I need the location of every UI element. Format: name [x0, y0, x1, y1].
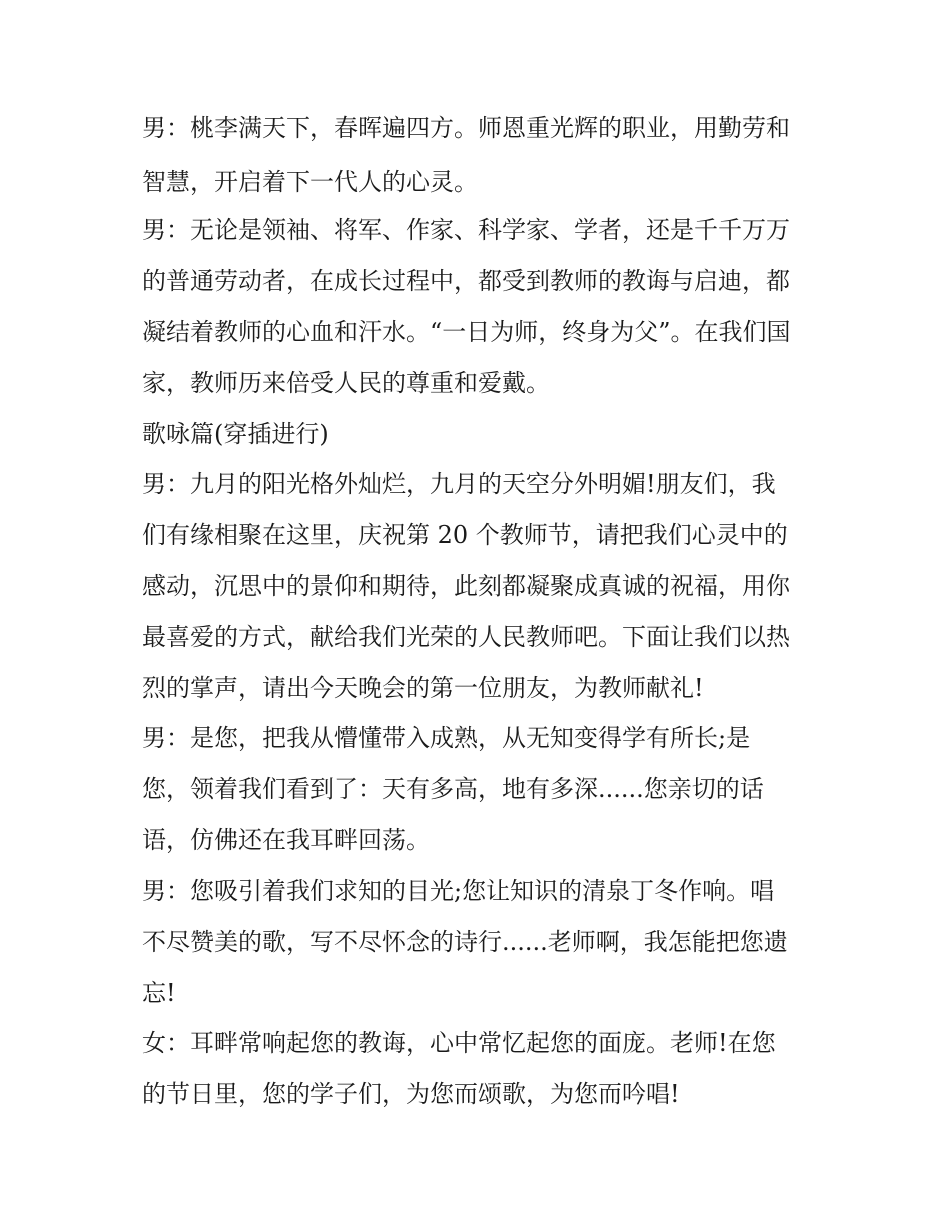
- section-heading: 歌咏篇(穿插进行): [142, 420, 329, 448]
- text-line: 家，教师历来倍受人民的尊重和爱戴。: [142, 369, 550, 397]
- text-line: 男：桃李满天下，春晖遍四方。师恩重光辉的职业，用勤劳和: [142, 114, 790, 142]
- text-line: 不尽赞美的歌，写不尽怀念的诗行......老师啊，我怎能把您遗: [142, 928, 788, 956]
- text-line: 最喜爱的方式，献给我们光荣的人民教师吧。下面让我们以热: [142, 623, 790, 651]
- text-line: 男：您吸引着我们求知的目光;您让知识的清泉丁冬作响。唱: [142, 877, 775, 905]
- text-line: 忘!: [142, 979, 176, 1007]
- text-line: 们有缘相聚在这里，庆祝第 20 个教师节，请把我们心灵中的: [142, 521, 788, 549]
- text-line: 男：九月的阳光格外灿烂，九月的天空分外明媚!朋友们，我: [142, 470, 776, 498]
- text-line: 男：无论是领袖、将军、作家、科学家、学者，还是千千万万: [142, 216, 790, 244]
- text-line: 男：是您，把我从懵懂带入成熟，从无知变得学有所长;是: [142, 724, 751, 752]
- text-line: 的普通劳动者，在成长过程中，都受到教师的教诲与启迪，都: [142, 267, 790, 295]
- text-line: 您，领着我们看到了：天有多高，地有多深......您亲切的话: [142, 775, 764, 803]
- text-line: 感动，沉思中的景仰和期待，此刻都凝聚成真诚的祝福，用你: [142, 572, 790, 600]
- text-line: 智慧，开启着下一代人的心灵。: [142, 168, 478, 196]
- text-line: 的节日里，您的学子们，为您而颂歌，为您而吟唱!: [142, 1080, 680, 1108]
- text-line: 语，仿佛还在我耳畔回荡。: [142, 826, 430, 854]
- text-line: 女：耳畔常响起您的教诲，心中常忆起您的面庞。老师!在您: [142, 1029, 776, 1057]
- text-line: 凝结着教师的心血和汗水。“一日为师，终身为父”。在我们国: [142, 318, 791, 346]
- text-line: 烈的掌声，请出今天晚会的第一位朋友，为教师献礼!: [142, 674, 704, 702]
